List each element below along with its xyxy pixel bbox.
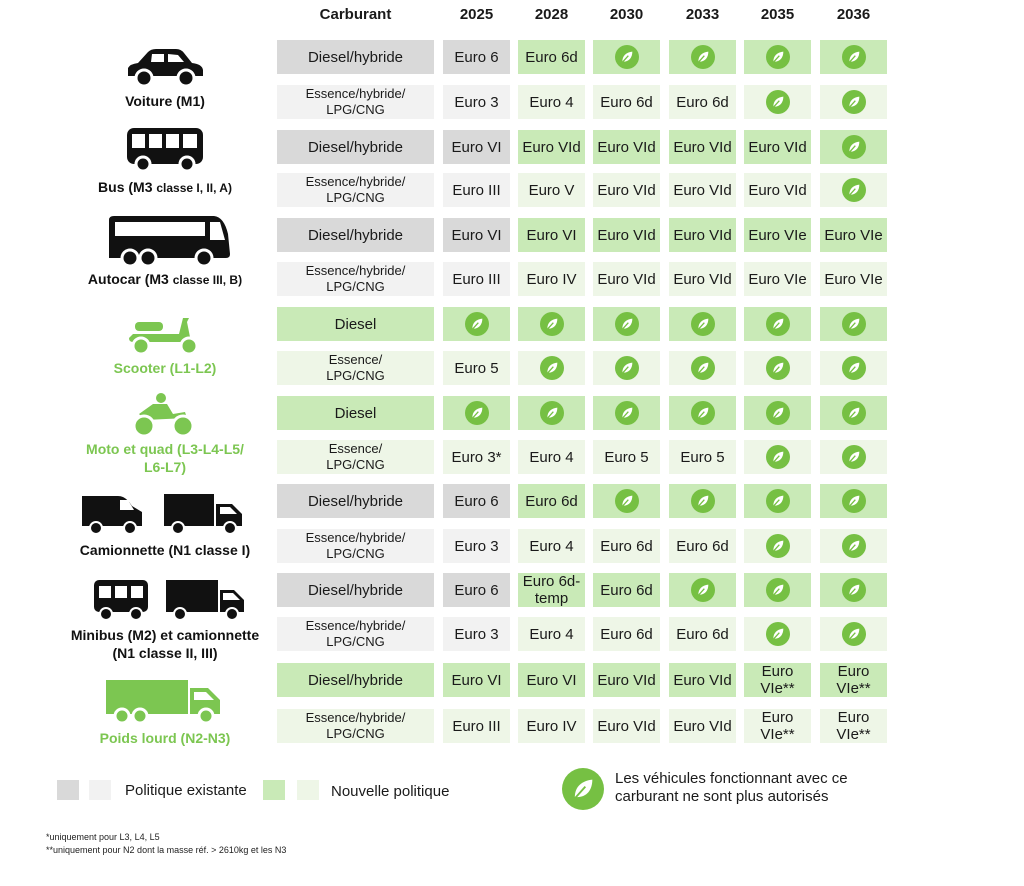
standard-cell: Euro VId [593,709,660,743]
leaf-icon [842,312,866,336]
leaf-icon [842,178,866,202]
standard-cell: Euro 6d [518,40,585,74]
header-fuel: Carburant [319,6,392,23]
header-year-2033: 2033 [685,6,720,23]
standard-cell: Euro VIe** [820,663,887,697]
leaf-icon [691,45,715,69]
standard-cell: Euro VId [669,173,736,207]
leaf-icon [615,312,639,336]
fuel-cell: Diesel/hybride [277,573,434,607]
leaf-icon [691,356,715,380]
legend-swatch-existing-dark [57,780,79,800]
standard-cell: Euro 6 [443,40,510,74]
standard-cell: Euro III [443,173,510,207]
legend-swatch-existing-light [89,780,111,800]
banned-leaf-cell [820,529,887,563]
standard-cell: Euro 4 [518,529,585,563]
standard-cell: Euro VI [518,663,585,697]
banned-leaf-cell [744,351,811,385]
standard-cell: Euro 4 [518,617,585,651]
standard-cell: Euro 5 [669,440,736,474]
legend-leaf-icon [562,768,604,810]
fuel-cell: Diesel [277,307,434,341]
standard-cell: Euro 4 [518,85,585,119]
banned-leaf-cell [820,396,887,430]
vehicle-label-coach-sub: classe III, B) [172,273,243,287]
vehicle-label-van: Camionnette (N1 classe I) [79,542,251,558]
banned-leaf-cell [744,484,811,518]
fuel-cell: Diesel/hybride [277,484,434,518]
standard-cell: Euro VIe** [744,709,811,743]
standard-cell: Euro VI [443,218,510,252]
fuel-cell: Diesel [277,396,434,430]
standard-cell: Euro III [443,709,510,743]
standard-cell: Euro 4 [518,440,585,474]
leaf-icon [766,622,790,646]
fuel-cell: Essence/ LPG/CNG [277,440,434,474]
vehicle-label-minibus: Minibus (M2) et camionnette (N1 classe II, III) [70,627,260,661]
leaf-icon [766,90,790,114]
banned-leaf-cell [669,307,736,341]
vehicle-label-moto: Moto et quad (L3-L4-L5/ L6-L7) [86,441,244,475]
standard-cell: Euro VI [518,218,585,252]
leaf-icon [615,401,639,425]
standard-cell: Euro VId [593,130,660,164]
leaf-icon [465,312,489,336]
leaf-icon [540,312,564,336]
standard-cell: Euro 3 [443,85,510,119]
heavy-truck-icon [104,678,224,724]
standard-cell: Euro 6d [669,85,736,119]
fuel-cell: Diesel/hybride [277,663,434,697]
banned-leaf-cell [744,573,811,607]
vehicle-label-scooter: Scooter (L1-L2) [113,360,217,376]
header-year-2036: 2036 [836,6,871,23]
leaf-icon [766,312,790,336]
leaf-icon [766,445,790,469]
banned-leaf-cell [518,396,585,430]
standard-cell: Euro IV [518,262,585,296]
banned-leaf-cell [593,40,660,74]
leaf-icon [615,356,639,380]
header-year-2028: 2028 [534,6,569,23]
standard-cell: Euro V [518,173,585,207]
vehicle-label-coach-main: Autocar (M3 [87,271,173,287]
banned-leaf-cell [593,307,660,341]
legend-new-label: Nouvelle politique [331,783,450,800]
banned-leaf-cell [593,484,660,518]
standard-cell: Euro VId [669,130,736,164]
banned-leaf-cell [744,396,811,430]
standard-cell: Euro 3 [443,617,510,651]
fuel-cell: Diesel/hybride [277,130,434,164]
standard-cell: Euro VId [669,218,736,252]
header-year-2025: 2025 [459,6,494,23]
banned-leaf-cell [820,130,887,164]
standard-cell: Euro VId [744,173,811,207]
standard-cell: Euro 3* [443,440,510,474]
banned-leaf-cell [744,440,811,474]
leaf-icon [842,622,866,646]
banned-leaf-cell [744,307,811,341]
standard-cell: Euro 6d [593,573,660,607]
standard-cell: Euro VId [593,262,660,296]
fuel-cell: Essence/hybride/ LPG/CNG [277,262,434,296]
leaf-icon [842,445,866,469]
leaf-icon [842,489,866,513]
standard-cell: Euro VId [669,262,736,296]
banned-leaf-cell [820,173,887,207]
vehicle-label-heavy-truck: Poids lourd (N2-N3) [99,730,231,746]
banned-leaf-cell [820,307,887,341]
standard-cell: Euro 6d [593,617,660,651]
header-year-2030: 2030 [609,6,644,23]
standard-cell: Euro 6 [443,484,510,518]
leaf-icon [540,356,564,380]
leaf-icon [766,578,790,602]
leaf-icon [842,534,866,558]
banned-leaf-cell [518,307,585,341]
leaf-icon [842,45,866,69]
minibus-truck-icon [92,578,248,622]
standard-cell: Euro VIe [820,262,887,296]
banned-leaf-cell [669,484,736,518]
vehicle-label-coach [60,270,270,289]
standard-cell: Euro VId [593,218,660,252]
coach-icon [106,214,232,268]
leaf-icon [842,356,866,380]
standard-cell: Euro III [443,262,510,296]
banned-leaf-cell [744,40,811,74]
leaf-icon [465,401,489,425]
banned-leaf-cell [669,573,736,607]
leaf-icon [766,356,790,380]
banned-leaf-cell [443,307,510,341]
leaf-icon [615,489,639,513]
standard-cell: Euro 6d [518,484,585,518]
leaf-icon [766,45,790,69]
fuel-cell: Essence/hybride/ LPG/CNG [277,709,434,743]
leaf-icon [615,45,639,69]
leaf-icon [842,401,866,425]
fuel-cell: Essence/hybride/ LPG/CNG [277,173,434,207]
bus-icon [125,126,205,172]
standard-cell: Euro VIe [744,262,811,296]
banned-leaf-cell [820,573,887,607]
standard-cell: Euro VIe** [744,663,811,697]
standard-cell: Euro IV [518,709,585,743]
vehicle-label-car: Voiture (M1) [125,93,205,109]
banned-leaf-cell [669,396,736,430]
banned-leaf-cell [593,396,660,430]
standard-cell: Euro VI [443,663,510,697]
banned-leaf-cell [669,40,736,74]
leaf-icon [766,534,790,558]
banned-leaf-cell [820,85,887,119]
standard-cell: Euro 6d [669,617,736,651]
standard-cell: Euro 5 [443,351,510,385]
fuel-cell: Diesel/hybride [277,40,434,74]
banned-leaf-cell [443,396,510,430]
vehicle-label-bus-main: Bus (M3 [98,179,157,195]
standard-cell: Euro 6d [593,85,660,119]
standard-cell: Euro 5 [593,440,660,474]
standard-cell: Euro VI [443,130,510,164]
standard-cell: Euro 6d- temp [518,573,585,607]
header-year-2035: 2035 [760,6,795,23]
leaf-icon [766,401,790,425]
footnote-2: **uniquement pour N2 dont la masse réf. > 2610kg et les N3 [46,845,287,855]
standard-cell: Euro 6d [669,529,736,563]
banned-leaf-cell [744,85,811,119]
banned-leaf-cell [669,351,736,385]
car-icon [124,46,206,88]
leaf-icon [766,489,790,513]
scooter-icon [127,312,201,356]
vehicle-label-bus-sub: classe I, II, A) [156,181,232,195]
footnote-1: *uniquement pour L3, L4, L5 [46,832,160,842]
banned-leaf-cell [820,484,887,518]
fuel-cell: Diesel/hybride [277,218,434,252]
legend-leaf-text: Les véhicules fonctionnant avec ce carburant ne sont plus autorisés [615,770,848,805]
standard-cell: Euro 3 [443,529,510,563]
fuel-cell: Essence/hybride/ LPG/CNG [277,529,434,563]
leaf-icon [691,578,715,602]
legend-swatch-new-light [297,780,319,800]
standard-cell: Euro VId [669,663,736,697]
standard-cell: Euro VIe [744,218,811,252]
banned-leaf-cell [744,617,811,651]
leaf-icon [842,578,866,602]
standard-cell: Euro 6 [443,573,510,607]
fuel-cell: Essence/hybride/ LPG/CNG [277,617,434,651]
banned-leaf-cell [744,529,811,563]
banned-leaf-cell [820,617,887,651]
van-truck-icon [80,492,246,536]
standard-cell: Euro VId [593,173,660,207]
legend-swatch-new-dark [263,780,285,800]
standard-cell: Euro VId [593,663,660,697]
leaf-icon [842,135,866,159]
fuel-cell: Essence/hybride/ LPG/CNG [277,85,434,119]
standard-cell: Euro VId [518,130,585,164]
leaf-icon [540,401,564,425]
banned-leaf-cell [820,40,887,74]
standard-cell: Euro VId [669,709,736,743]
banned-leaf-cell [820,440,887,474]
leaf-icon [691,489,715,513]
motorbike-icon [131,392,197,438]
banned-leaf-cell [593,351,660,385]
legend-existing-label: Politique existante [125,782,247,799]
banned-leaf-cell [518,351,585,385]
banned-leaf-cell [820,351,887,385]
leaf-icon [842,90,866,114]
leaf-icon [691,401,715,425]
standard-cell: Euro 6d [593,529,660,563]
vehicle-label-bus [60,178,270,197]
standard-cell: Euro VIe** [820,709,887,743]
leaf-icon [691,312,715,336]
fuel-cell: Essence/ LPG/CNG [277,351,434,385]
standard-cell: Euro VId [744,130,811,164]
standard-cell: Euro VIe [820,218,887,252]
